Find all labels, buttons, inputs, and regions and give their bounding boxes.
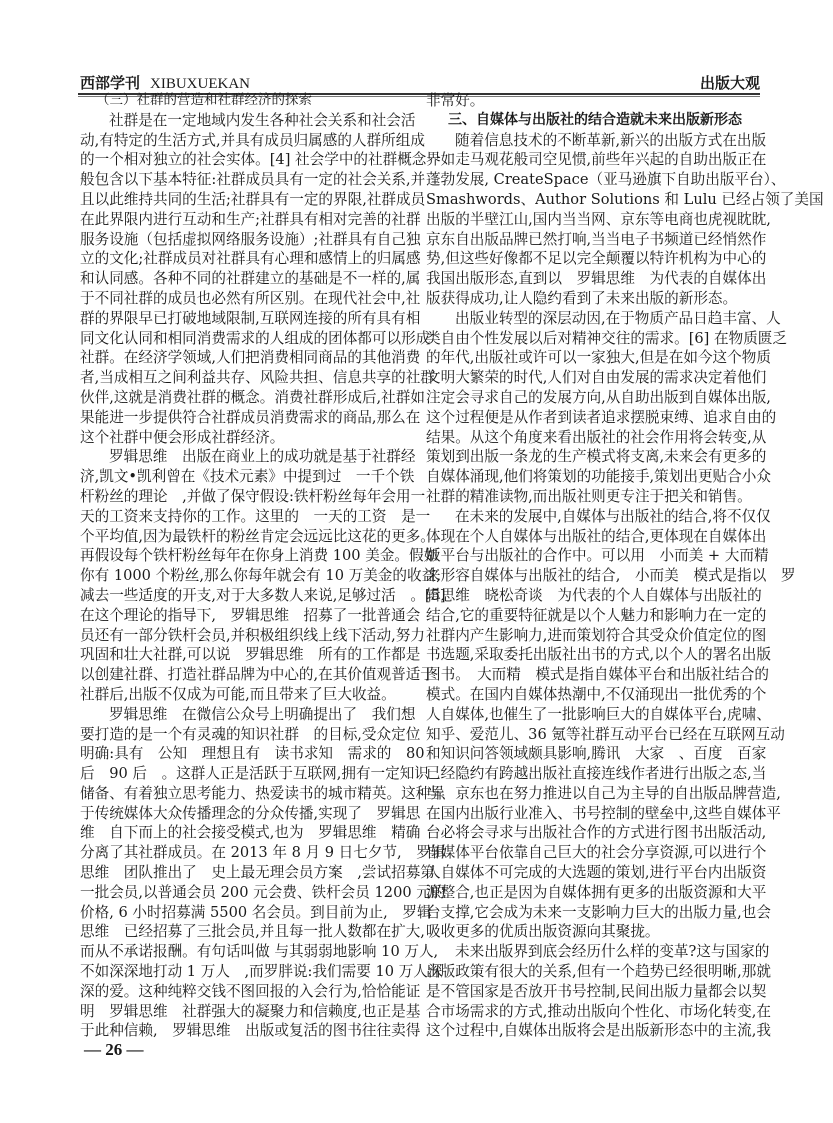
text-line: 注定会寻求自己的发展方向,从自助出版到自媒体出版, bbox=[426, 388, 771, 406]
section-heading bbox=[80, 91, 414, 111]
text-line: 一批会员,以普通会员 200 元会费、铁杆会员 1200 元的 bbox=[80, 883, 446, 901]
text-line: 势,但这些好像都不足以完全颠覆以特许机构为中心的 bbox=[426, 250, 767, 268]
text-line: 在这个理论的指导下, 罗辑思维 招募了一批普通会 bbox=[80, 606, 421, 624]
text-line: 罗辑思维 出版在商业上的成功就是基于社群经 bbox=[109, 448, 416, 466]
text-line: 自媒体涌现,他们将策划的功能接手,策划出更贴合小众 bbox=[426, 468, 771, 486]
text-line: 思维 已经招募了三批会员,并且每一批人数都在扩大, bbox=[80, 923, 425, 941]
text-line: 服务设施（包括虚拟网络服务设施）;社群具有自己独 bbox=[80, 230, 421, 248]
text-line: 社群内产生影响力,进而策划符合其受众价值定位的图 bbox=[426, 626, 767, 644]
text-line: 随着信息技术的不断革新,新兴的出版方式在出版 bbox=[455, 131, 767, 149]
text-line: 罗辑思维 在微信公众号上明确提出了 我们想 bbox=[109, 705, 416, 723]
text-line: 动,有特定的生活方式,并具有成员归属感的人群所组成 bbox=[80, 131, 425, 149]
text-line: 立的文化;社群成员对社群具有心理和感情上的归属感 bbox=[80, 250, 421, 268]
text-line: 减去一些适度的开支,对于大多数人来说,足够过活 。[5] bbox=[80, 586, 446, 604]
text-line: 群的界限早已打破地域限制,互联网连接的所有具有相 bbox=[80, 309, 421, 327]
text-line: 以创建社群、打造社群品牌为中心的,在其价值观普适于 bbox=[80, 666, 435, 684]
text-line: 杆粉丝的理论 ,并做了保守假设:铁杆粉丝每年会用一 bbox=[80, 487, 426, 505]
text-line: 这个社群中便会形成社群经济。 bbox=[80, 428, 285, 446]
text-line: 而从不承诺报酬。有句话叫做 与其弱弱地影响 10 万人, bbox=[80, 943, 439, 961]
text-column-right bbox=[426, 91, 824, 1041]
text-line: 你有 1000 个粉丝,那么你每年就会有 10 万美金的收益, bbox=[80, 567, 441, 585]
text-line: 未来出版界到底会经历什么样的变革?这与国家的 bbox=[455, 943, 770, 961]
text-line: 分离了其社群成员。在 2013 年 8 月 9 日七夕节, 罗辑 bbox=[80, 844, 446, 862]
text-line: 伙伴,这就是消费社群的概念。消费社群形成后,社群如 bbox=[80, 388, 425, 406]
text-line: 这个过程便是从作者到读者追求摆脱束缚、追求自由的 bbox=[426, 408, 777, 426]
text-line: 在此界限内进行互动和生产;社群具有相对完善的社群 bbox=[80, 210, 421, 228]
text-line: 果能进一步提供符合社群成员消费需求的商品,那么在 bbox=[80, 408, 421, 426]
paragraph bbox=[426, 131, 824, 309]
text-line: 出版的半壁江山,国内当当网、京东等电商也虎视眈眈, bbox=[426, 210, 771, 228]
text-line: 来形容自媒体与出版社的结合, 小而美 模式是指以 罗 bbox=[426, 567, 796, 585]
journal-name-en: XIBUXUEKAN bbox=[150, 76, 251, 92]
paragraph bbox=[426, 309, 787, 507]
text-line: 人自媒体不可完成的大选题的策划,进行平台内出版资 bbox=[426, 864, 767, 882]
text-line: 不如深深地打动 1 万人 ,而罗胖说:我们需要 10 万人深 bbox=[80, 963, 443, 981]
text-line: 界如走马观花般司空见惯,前些年兴起的自助出版正在 bbox=[426, 151, 767, 169]
text-line: 和知识问答领域颇具影响,腾讯 大家 、百度 百家 bbox=[426, 745, 781, 763]
text-line: 书选题,采取委托出版社出书的方式,以个人的署名出版 bbox=[426, 646, 771, 664]
text-line: 在未来的发展中,自媒体与出版社的结合,将不仅仅 bbox=[455, 507, 771, 525]
text-line: 者,当成相互之间利益共存、风险共担、信息共享的社群 bbox=[80, 369, 435, 387]
text-line: 要打造的是一个有灵魂的知识社群 的目标,受众定位 bbox=[80, 725, 421, 743]
text-line: 模式。在国内自媒体热潮中,不仅涌现出一批优秀的个 bbox=[426, 685, 767, 703]
paragraph bbox=[426, 91, 760, 111]
text-line: 版获得成功,让人隐约看到了未来出版的新形态。 bbox=[426, 289, 738, 307]
text-line: 员还有一部分铁杆会员,并积极组织线上线下活动,努力 bbox=[80, 626, 425, 644]
text-line: 天的工资来支持你的工作。这里的 一天的工资 是一 bbox=[80, 507, 431, 525]
text-line: 知乎、爱范儿、36 氪等社群互动平台已经在互联网互动 bbox=[426, 725, 785, 743]
text-line: 吸收更多的优质出版资源向其聚拢。 bbox=[426, 923, 660, 941]
text-line: 出版政策有很大的关系,但有一个趋势已经很明晰,那就 bbox=[426, 963, 771, 981]
text-line: 价格, 6 小时招募满 5500 名会员。到目前为止, 罗辑 bbox=[80, 903, 432, 921]
text-line: 再假设每个铁杆粉丝每年在你身上消费 100 美金。假如 bbox=[80, 547, 439, 565]
paragraph bbox=[80, 705, 446, 1042]
paragraph bbox=[80, 111, 441, 448]
text-line: 于此种信赖, 罗辑思维 出版或复活的图书往往卖得 bbox=[80, 1022, 421, 1040]
text-line: 的年代,出版社或许可以一家独大,但是在如今这个物质 bbox=[426, 349, 771, 367]
text-line: 和认同感。各种不同的社群建立的基础是不一样的,属 bbox=[80, 270, 421, 288]
text-line: 出版业转型的深层动因,在于物质产品日趋丰富、人 bbox=[455, 309, 781, 327]
paragraph bbox=[426, 507, 796, 943]
text-line: 三、自媒体与出版社的结合造就未来出版新形态 bbox=[448, 111, 742, 128]
text-line: 深的爱。这种纯粹交钱不图回报的入会行为,恰恰能证 bbox=[80, 982, 421, 1000]
text-line: 类自由个性发展以后对精神交往的需求。[6] 在物质匮乏 bbox=[426, 329, 787, 347]
text-line: 图书。 大而精 模式是指自媒体平台和出版社结合的 bbox=[426, 666, 769, 684]
text-line: 同文化认同和相同消费需求的人组成的团体都可以形成 bbox=[80, 329, 431, 347]
text-line: 明 罗辑思维 社群强大的凝聚力和信赖度,也正是基 bbox=[80, 1002, 421, 1020]
text-line: 于传统媒体大众传播理念的分众传播,实现了 罗辑思 bbox=[80, 804, 421, 822]
running-header-section: 出版大观 bbox=[699, 74, 760, 92]
text-line: 台支撑,它会成为未来一支影响力巨大的出版力量,也会 bbox=[426, 903, 771, 921]
text-line: 储备、有着独立思考能力、热爱读书的城市精英。这种异 bbox=[80, 784, 445, 802]
text-line: 社群是在一定地域内发生各种社会关系和社会活 bbox=[109, 111, 416, 129]
text-line: 版平台与出版社的合作中。可以用 小而美 + 大而精 bbox=[426, 547, 769, 565]
paragraph bbox=[80, 447, 446, 704]
text-line: 是不管国家是否放开书号控制,民间出版力量都会以契 bbox=[426, 982, 767, 1000]
text-line: 文明大繁荣的时代,人们对自由发展的需求决定着他们 bbox=[426, 369, 767, 387]
text-line: 辑思维 晓松奇谈 为代表的个人自媒体与出版社的 bbox=[426, 586, 762, 604]
text-line: 思维 团队推出了 史上最无理会员方案 ,尝试招募第 bbox=[80, 864, 435, 882]
text-line: 于不同社群的成员也必然有所区别。在现代社会中,社 bbox=[80, 289, 421, 307]
text-line: Smashwords、Author Solutions 和 Lulu 已经占领了美国 bbox=[426, 190, 824, 208]
journal-name-cn: 西部学刊 bbox=[80, 74, 141, 92]
page-number: — 26 — bbox=[84, 1040, 144, 1059]
text-line: 明确:具有 公知 理想且有 读书求知 需求的 80 bbox=[80, 745, 425, 763]
text-line: 已经隐约有跨越出版社直接连线作者进行出版之态,当 bbox=[426, 765, 767, 783]
text-line: （三）社群的营造和社群经济的探索 bbox=[96, 92, 312, 108]
text-line: 的一个相对独立的社会实体。[4] 社会学中的社群概念一 bbox=[80, 151, 441, 169]
text-line: 结合,它的重要特征就是以个人魅力和影响力在一定的 bbox=[426, 606, 767, 624]
text-line: 蓬勃发展, CreateSpace（亚马逊旗下自助出版平台）、 bbox=[426, 171, 786, 189]
text-line: 策划到出版一条龙的生产模式将支离,未来会有更多的 bbox=[426, 448, 767, 466]
text-line: 非常好。 bbox=[426, 92, 485, 109]
text-line: 在国内出版行业准入、书号控制的壁垒中,这些自媒体平 bbox=[426, 804, 781, 822]
text-line: 自媒体平台依靠自己巨大的社会分享资源,可以进行个 bbox=[426, 844, 767, 862]
text-line: 社群。在经济学领域,人们把消费相同商品的其他消费 bbox=[80, 349, 421, 367]
text-line: 我国出版形态,直到以 罗辑思维 为代表的自媒体出 bbox=[426, 270, 767, 288]
text-line: 结果。从这个角度来看出版社的社会作用将会转变,从 bbox=[426, 428, 767, 446]
text-line: 社群的精准读物,而出版社则更专注于把关和销售。 bbox=[426, 487, 752, 505]
text-line: 且以此维持共同的生活;社群具有一定的界限,社群成员 bbox=[80, 190, 426, 208]
text-line: 当、京东也在努力推进以自己为主导的自出版品牌营造, bbox=[426, 784, 781, 802]
paragraph bbox=[426, 942, 771, 1041]
text-line: 人自媒体,也催生了一批影响巨大的自媒体平台,虎啸、 bbox=[426, 705, 771, 723]
text-line: 社群后,出版不仅成为可能,而且带来了巨大收益。 bbox=[80, 685, 396, 703]
text-line: 个平均值,因为最铁杆的粉丝肯定会远远比这花的更多。 bbox=[80, 527, 435, 545]
text-line: 济,凯文•凯利曾在《技术元素》中提到过 一千个铁 bbox=[80, 468, 415, 486]
text-line: 源整合,也正是因为自媒体拥有更多的出版资源和大平 bbox=[426, 883, 767, 901]
text-line: 合市场需求的方式,推动出版向个性化、市场化转变,在 bbox=[426, 1002, 771, 1020]
text-line: 巩固和壮大社群,可以说 罗辑思维 所有的工作都是 bbox=[80, 646, 421, 664]
text-line: 体现在个人自媒体与出版社的结合,更体现在自媒体出 bbox=[426, 527, 767, 545]
text-line: 维 自下而上的社会接受模式,也为 罗辑思维 精确 bbox=[80, 824, 421, 842]
text-line: 台必将会寻求与出版社合作的方式进行图书出版活动, bbox=[426, 824, 767, 842]
text-line: 般包含以下基本特征:社群成员具有一定的社会关系,并 bbox=[80, 171, 426, 189]
text-line: 后 90 后 。这群人正是活跃于互联网,拥有一定知识 bbox=[80, 765, 429, 783]
text-line: 这个过程中,自媒体出版将会是出版新形态中的主流,我 bbox=[426, 1022, 771, 1040]
text-column-left bbox=[80, 91, 446, 1041]
section-heading bbox=[426, 111, 760, 131]
text-line: 京东自出版品牌已然打响,当当电子书频道已经悄然作 bbox=[426, 230, 767, 248]
